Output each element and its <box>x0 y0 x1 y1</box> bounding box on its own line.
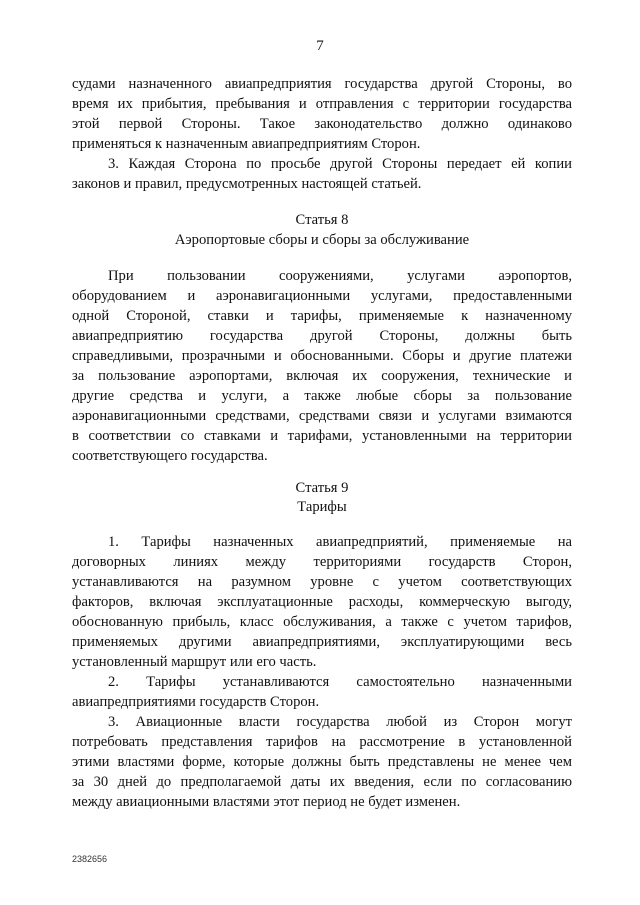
text-line: авиапредприятиями государств Сторон. <box>72 694 320 710</box>
text-line: оборудованием и аэронавигационными услугами, предоставленными <box>72 288 572 304</box>
article-9-title: Тарифы <box>297 499 347 515</box>
paragraph-article-9-clause-1 <box>72 532 572 672</box>
text-line: одной Стороной, ставки и тарифы, применяемые к назначенному <box>72 308 572 324</box>
text-line: законов и правил, предусмотренных настоящей статьей. <box>72 176 422 192</box>
text-line: 2. Тарифы устанавливаются самостоятельно назначенными <box>108 674 572 690</box>
text-line: договорных линиях между территориями государств Сторон, <box>72 554 572 570</box>
text-line: установленный маршрут или его часть. <box>72 654 317 670</box>
text-line: между авиационными властями этот период не будет изменен. <box>72 794 461 810</box>
text-line: устанавливаются на разумном уровне с учетом соответствующих <box>72 574 572 590</box>
text-line: судами назначенного авиапредприятия государства другой Стороны, во <box>72 76 572 92</box>
text-line: 1. Тарифы назначенных авиапредприятий, применяемые на <box>108 534 572 550</box>
paragraph-continuation <box>72 74 572 154</box>
article-8-title: Аэропортовые сборы и сборы за обслуживание <box>174 232 470 248</box>
text-line: в соответствии со ставками и тарифами, установленными на территории <box>72 428 572 444</box>
text-line: за пользование аэропортами, включая их сооружения, технические и <box>72 368 572 384</box>
text-line: аэронавигационными средствами, средствами связи и услугами взимаются <box>72 408 572 424</box>
document-id: 2382656 <box>72 854 108 864</box>
text-line: за 30 дней до предполагаемой даты их введения, если по согласованию <box>72 774 572 790</box>
text-line: При пользовании сооружениями, услугами аэропортов, <box>108 268 572 284</box>
page-number: 7 <box>316 38 324 54</box>
text-line: применяться к назначенным авиапредприятиям Сторон. <box>72 136 421 152</box>
text-line: другие средства и услуги, а также любые сборы за пользование <box>72 388 572 404</box>
paragraph-article-9-clause-3 <box>72 712 572 812</box>
text-line: этой первой Стороны. Такое законодательство должно одинаково <box>72 116 572 132</box>
paragraph-article-8 <box>72 266 572 466</box>
paragraph-clause-3 <box>72 154 572 194</box>
text-line: 3. Каждая Сторона по просьбе другой Стороны передает ей копии <box>108 156 572 172</box>
text-line: факторов, включая эксплуатационные расходы, коммерческую выгоду, <box>72 594 572 610</box>
article-9-heading: Статья 9 <box>295 480 349 496</box>
text-line: время их прибытия, пребывания и отправления с территории государства <box>72 96 572 112</box>
paragraph-article-9-clause-2 <box>72 672 572 712</box>
text-line: потребовать представления тарифов на рассмотрение в установленной <box>72 734 572 750</box>
article-8-heading: Статья 8 <box>295 212 349 228</box>
text-line: этими властями форме, которые должны быть представлены не менее чем <box>72 754 572 770</box>
text-line: авиапредприятию государства другой Стороны, должны быть <box>72 328 572 344</box>
text-line: 3. Авиационные власти государства любой из Сторон могут <box>108 714 572 730</box>
text-line: соответствующего государства. <box>72 448 268 464</box>
text-line: применяемых другими авиапредприятиями, эксплуатирующими весь <box>72 634 572 650</box>
text-line: обоснованную прибыль, класс обслуживания, а также с учетом тарифов, <box>72 614 572 630</box>
text-line: справедливыми, прозрачными и обоснованными. Сборы и другие платежи <box>72 348 572 364</box>
